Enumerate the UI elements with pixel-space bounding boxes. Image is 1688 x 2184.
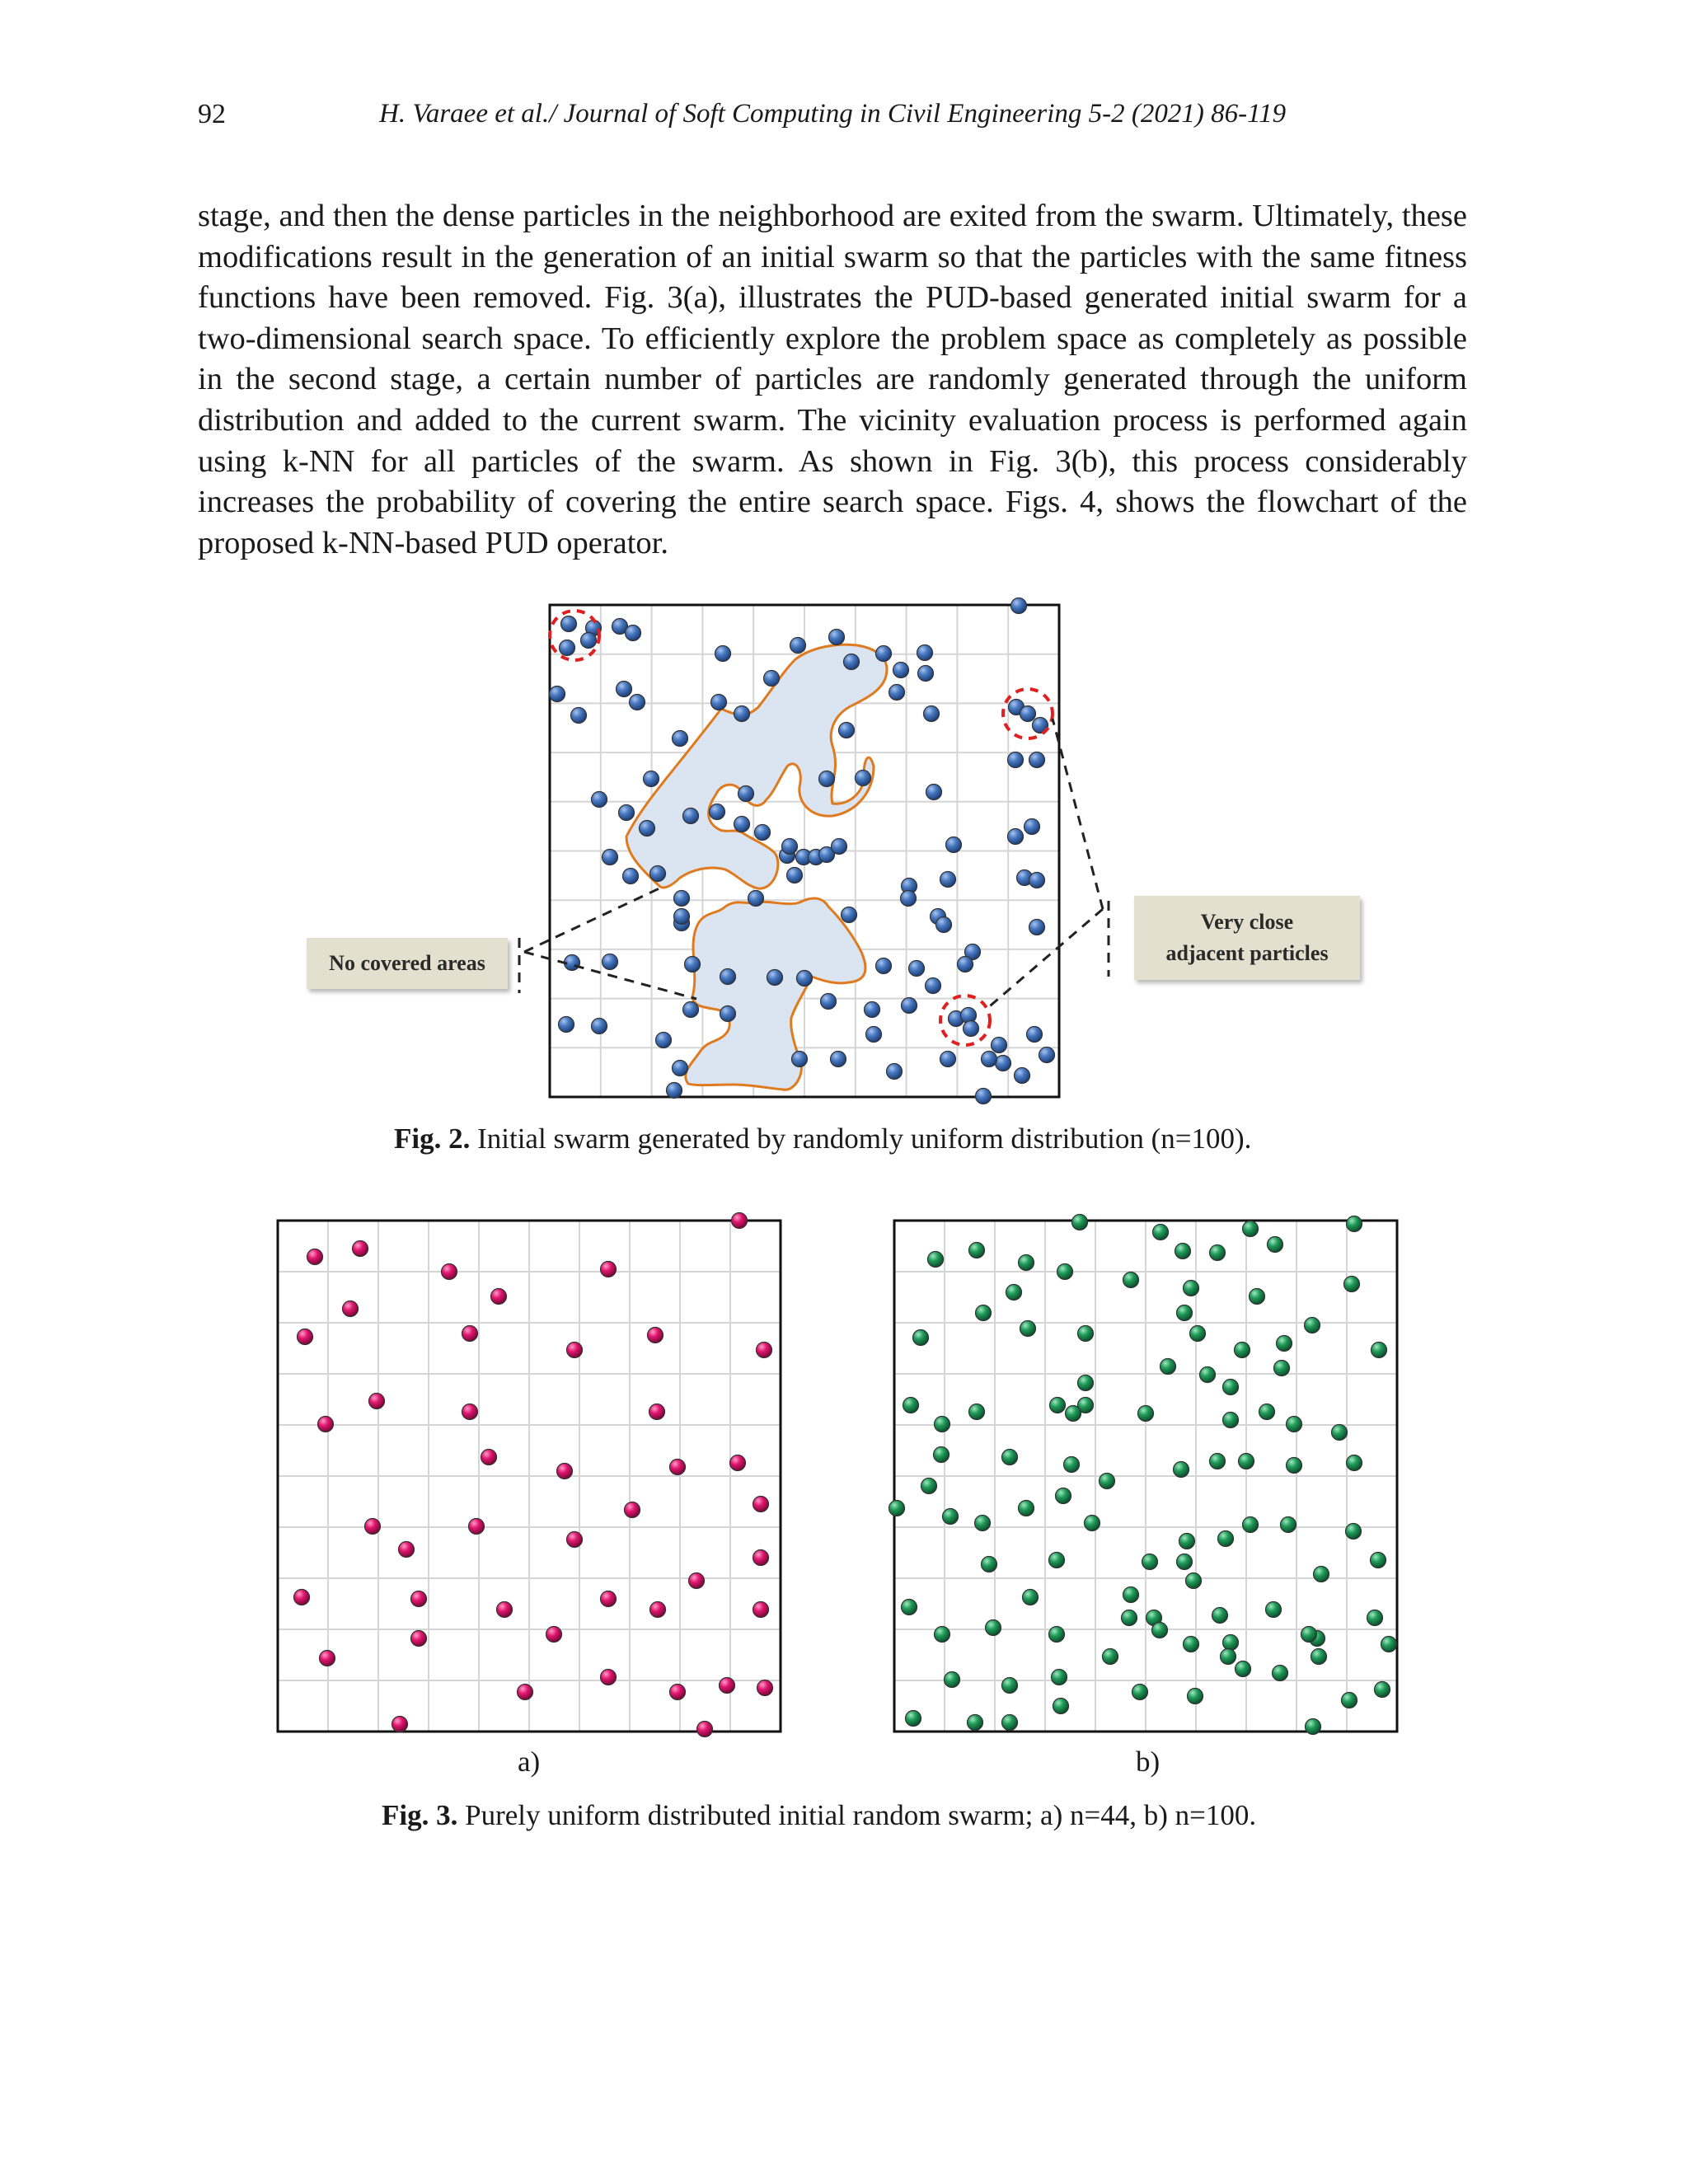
particle (1243, 1221, 1259, 1237)
particle (648, 1328, 663, 1343)
particle (650, 1602, 666, 1618)
particle (1287, 1458, 1302, 1474)
particle (670, 1460, 686, 1475)
particle (1019, 1501, 1034, 1516)
particle (442, 1264, 457, 1280)
particle (913, 1330, 929, 1346)
particle (392, 1717, 408, 1732)
particle (1344, 1277, 1360, 1292)
particle (567, 1343, 583, 1358)
particle (1152, 1623, 1168, 1638)
particle (1002, 1715, 1018, 1731)
particle (903, 1398, 919, 1413)
particle (546, 1627, 562, 1643)
particle (921, 1479, 937, 1494)
particle (1132, 1685, 1148, 1700)
particle (945, 1672, 960, 1688)
particle (1223, 1635, 1239, 1651)
particle (1188, 1689, 1203, 1704)
particle (1186, 1573, 1202, 1589)
particle (1153, 1225, 1169, 1240)
particle (1184, 1281, 1199, 1296)
particle (753, 1602, 769, 1618)
particle (462, 1404, 478, 1420)
page-number: 92 (198, 99, 226, 129)
particle (1236, 1661, 1251, 1677)
particle (1266, 1602, 1282, 1618)
particle (1066, 1406, 1081, 1422)
particle (491, 1289, 507, 1305)
figure-3a-particles (294, 1213, 773, 1737)
particle (567, 1532, 583, 1548)
figure-3-caption-label: Fig. 3. (382, 1799, 458, 1831)
particle (935, 1417, 950, 1432)
particle (1177, 1554, 1193, 1570)
particle (481, 1450, 497, 1465)
particle (1052, 1670, 1067, 1685)
particle (969, 1404, 985, 1420)
particle (601, 1670, 617, 1685)
particle (1023, 1590, 1039, 1605)
particle (1085, 1516, 1100, 1531)
particle (601, 1591, 617, 1607)
particle (1200, 1367, 1216, 1383)
particle (1268, 1237, 1283, 1253)
particle (1221, 1649, 1236, 1665)
figure-3b-label: b) (1136, 1746, 1160, 1778)
particle (518, 1685, 533, 1700)
particle (1057, 1264, 1073, 1280)
particle (1223, 1380, 1239, 1395)
callout-close-particles-line2: adjacent particles (1165, 941, 1329, 965)
particle (943, 1509, 959, 1525)
particle (1020, 1321, 1036, 1337)
particle (320, 1651, 335, 1666)
callout-no-covered-areas: No covered areas (307, 938, 508, 989)
particle (720, 1678, 735, 1694)
particle (753, 1550, 769, 1566)
particle (1332, 1425, 1348, 1441)
particle (934, 1447, 950, 1463)
figure-3-caption-text: Purely uniform distributed initial random swarm; a) n=44, b) n=100. (457, 1799, 1257, 1831)
particle (902, 1600, 917, 1615)
particle (1072, 1215, 1088, 1230)
particle (1311, 1649, 1327, 1665)
particle (557, 1464, 573, 1479)
body-paragraph: stage, and then the dense particles in the neighborhood are exited from the swarm. Ultimately, these modifications result in the generation of an initial swarm so that the particles with the same fitness functions have been removed. Fig. 3(a), illustrates the PUD-based generated initial swarm for a two-dimensional search space. To efficiently explore the problem space as completely as possible in the second stage, a certain number of particles are randomly generated through the uniform distribution and added to the current swarm. The vicinity evaluation process is performed again using k-NN for all particles of the swarm. As shown in Fig. 3(b), this process considerably increases the probability of covering the entire search space. Figs. 4, shows the flowchart of the proposed k-NN-based PUD operator. (198, 199, 1467, 560)
particle (649, 1404, 665, 1420)
particle (497, 1602, 513, 1618)
particle (1259, 1404, 1275, 1420)
particle (369, 1394, 385, 1409)
particle (1053, 1699, 1069, 1714)
particle (986, 1620, 1001, 1636)
particle (969, 1243, 985, 1258)
particle (1184, 1637, 1199, 1652)
particle (1243, 1517, 1259, 1533)
figure-3a-grid (278, 1221, 781, 1732)
particle (1277, 1336, 1292, 1352)
particle (399, 1542, 415, 1558)
running-header: H. Varaee et al./ Journal of Soft Computing in Civil Engineering 5-2 (2021) 86-119 (379, 99, 1287, 129)
particle (353, 1241, 368, 1257)
particle (1179, 1534, 1195, 1549)
particle (889, 1501, 905, 1516)
particle (1210, 1245, 1226, 1261)
particle (365, 1519, 381, 1535)
particle (1174, 1462, 1189, 1478)
particle (1274, 1361, 1290, 1376)
figure-2-caption-label: Fig. 2. (394, 1122, 471, 1155)
figure-2-caption-text: Initial swarm generated by randomly uniform distribution (n=100). (470, 1122, 1252, 1155)
particle (982, 1557, 997, 1572)
particle (697, 1722, 713, 1737)
particle (1002, 1678, 1018, 1694)
particle (1049, 1627, 1065, 1643)
particle (1049, 1553, 1065, 1568)
particle (1346, 1524, 1362, 1540)
particle (1078, 1376, 1094, 1391)
particle (1064, 1457, 1080, 1473)
particle (975, 1516, 991, 1531)
particle (1371, 1553, 1386, 1568)
particle (1175, 1244, 1191, 1259)
particle (1381, 1637, 1397, 1652)
figure-3b-particles (889, 1215, 1397, 1735)
particle (1160, 1359, 1176, 1375)
particle (1123, 1587, 1139, 1603)
particle (1212, 1608, 1228, 1624)
particle (343, 1301, 359, 1317)
particle (935, 1627, 950, 1643)
particle (1190, 1326, 1206, 1342)
particle (757, 1343, 772, 1358)
particle (411, 1631, 427, 1647)
particle (1138, 1406, 1154, 1422)
particle (1177, 1305, 1193, 1321)
callout-close-particles-line1: Very close (1200, 910, 1294, 934)
particle (1314, 1567, 1329, 1582)
particle (1306, 1719, 1321, 1735)
particle (1375, 1682, 1390, 1698)
particle (757, 1680, 773, 1696)
particle (1142, 1554, 1158, 1570)
particle (1210, 1454, 1226, 1469)
particle (1235, 1343, 1250, 1358)
particle (1281, 1517, 1296, 1533)
particle (1100, 1474, 1115, 1489)
particle (1287, 1417, 1302, 1432)
particle (1347, 1216, 1362, 1232)
particle (1002, 1450, 1018, 1465)
figure-3-caption (382, 1799, 1256, 1832)
particle (1239, 1454, 1254, 1469)
particle (689, 1573, 705, 1589)
particle (968, 1715, 983, 1731)
particle (1006, 1285, 1022, 1301)
particle (1347, 1455, 1362, 1471)
particle (730, 1455, 746, 1471)
particle (928, 1252, 944, 1268)
particle (732, 1213, 748, 1229)
particle (976, 1305, 992, 1321)
figure-3a-label: a) (518, 1746, 541, 1778)
particle (1078, 1326, 1094, 1342)
particle (298, 1329, 313, 1345)
particle (1123, 1272, 1139, 1288)
particle (601, 1262, 617, 1277)
particle (1019, 1255, 1034, 1271)
particle (462, 1326, 478, 1342)
particle (469, 1519, 485, 1535)
particle (1250, 1289, 1265, 1305)
particle (1103, 1649, 1118, 1665)
particle (294, 1590, 310, 1605)
particle (625, 1502, 640, 1518)
particle (411, 1591, 427, 1607)
particle (670, 1685, 686, 1700)
particle (906, 1711, 921, 1727)
particle (1056, 1488, 1071, 1504)
particle (1372, 1343, 1387, 1358)
particle (1223, 1413, 1239, 1428)
particle (1305, 1318, 1320, 1333)
particle (307, 1249, 323, 1265)
particle (1301, 1627, 1317, 1643)
particle (753, 1497, 769, 1512)
particle (1273, 1666, 1288, 1681)
particle (1050, 1398, 1066, 1413)
particle (1342, 1693, 1357, 1708)
particle (1218, 1531, 1234, 1547)
particle (318, 1417, 334, 1432)
particle (1122, 1610, 1137, 1626)
particle (1367, 1610, 1383, 1626)
